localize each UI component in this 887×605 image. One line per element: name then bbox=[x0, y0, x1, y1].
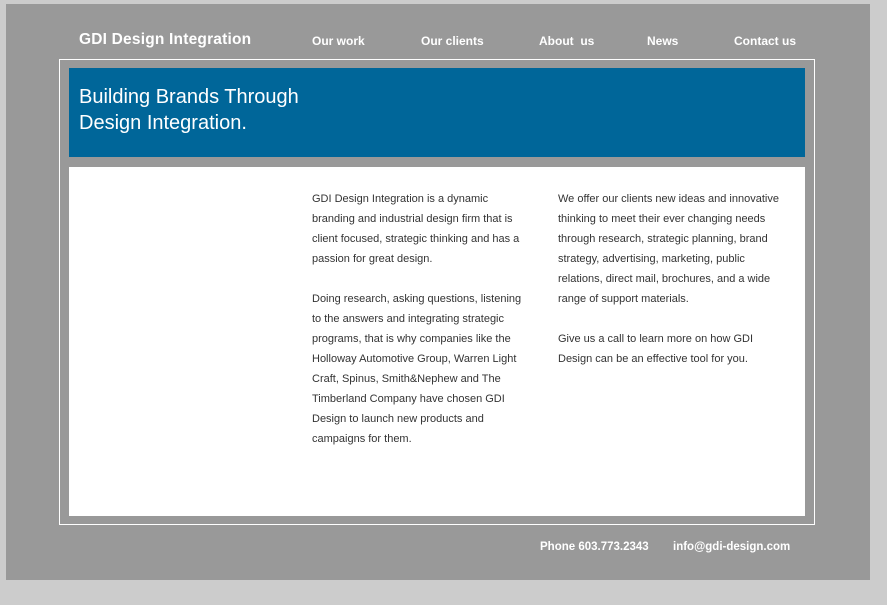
nav-our-clients[interactable]: Our clients bbox=[421, 34, 484, 48]
hero-line-2: Design Integration. bbox=[79, 112, 247, 134]
paragraph: GDI Design Integration is a dynamic branding and industrial design firm that is client focused, strategic thinking and has a passion for great design. bbox=[312, 193, 520, 265]
hero-headline bbox=[79, 84, 299, 136]
hero-banner bbox=[69, 68, 805, 157]
footer-email-link[interactable]: info@gdi-design.com bbox=[673, 541, 791, 553]
nav-about-us[interactable]: About us bbox=[539, 34, 595, 48]
paragraph: Give us a call to learn more on how GDI Design can be an effective tool for you. bbox=[558, 333, 754, 365]
nav-our-work[interactable]: Our work bbox=[312, 34, 365, 48]
nav-contact-us[interactable]: Contact us bbox=[734, 34, 797, 48]
text-column-left bbox=[312, 189, 530, 469]
nav-news[interactable]: News bbox=[647, 34, 679, 48]
brand-logo[interactable]: GDI Design Integration bbox=[79, 31, 252, 48]
content-panel bbox=[69, 167, 805, 516]
footer-phone: Phone 603.773.2343 bbox=[540, 541, 649, 553]
paragraph: We offer our clients new ideas and innovative thinking to meet their ever changing needs through research, strategic planning, brand strategy, advertising, marketing, public relations, direct mail, brochures, and a wide range of support materials. bbox=[558, 193, 779, 305]
text-column-right bbox=[558, 189, 790, 389]
page-container bbox=[6, 4, 870, 580]
paragraph: Doing research, asking questions, listening to the answers and integrating strategic programs, that is why companies like the Holloway Automotive Group, Warren Light Craft, Spinus, Smith&Nephew and The Timberland Company have chosen GDI Design to launch new products and campaigns for them. bbox=[312, 293, 522, 445]
hero-line-1: Building Brands Through bbox=[79, 86, 299, 108]
